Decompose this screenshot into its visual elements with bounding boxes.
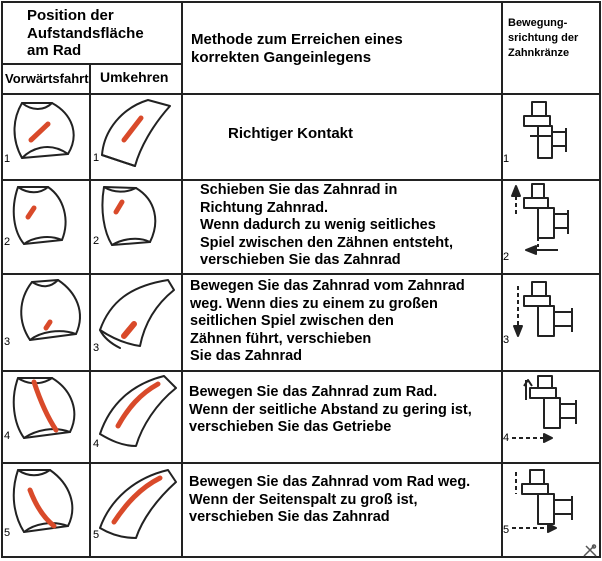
gear-diagram-row-5	[512, 470, 572, 532]
header-forward: Vorwärtsfahrt	[5, 71, 89, 86]
gear-diagram-row-3	[514, 282, 572, 336]
row-number: 1	[4, 153, 11, 165]
row-number: 3	[503, 334, 510, 346]
method-row-3: Bewegen Sie das Zahnrad vom Zahnrad weg. Wenn dies zu einem zu großen seitlichen Spiel zwischen den Zähnen führt, verschieben Sie das Zahnrad	[190, 278, 465, 364]
row-number: 2	[503, 251, 510, 263]
row-number: 4	[4, 430, 11, 442]
gear-diagram-row-2	[512, 184, 568, 254]
method-row-4: Bewegen Sie das Zahnrad zum Rad. Wenn der seitliche Abstand zu gering ist, verschieben Sie das Getriebe	[189, 384, 472, 435]
row-number: 5	[503, 524, 510, 536]
method-row-2: Schieben Sie das Zahnrad in Richtung Zahnrad. Wenn dadurch zu wenig seitliches Spiel zwischen den Zähnen entsteht, verschieben Sie das Zahnrad	[200, 182, 453, 268]
method-row-5: Bewegen Sie das Zahnrad vom Rad weg. Wenn der Seitenspalt zu groß ist, verschieben Sie das Zahnrad	[189, 474, 471, 525]
row-number: 2	[93, 235, 100, 247]
tools-icon	[582, 544, 598, 558]
row-number: 4	[503, 432, 510, 444]
row-number: 1	[93, 152, 100, 164]
row-number: 1	[503, 153, 510, 165]
row-number: 5	[4, 527, 11, 539]
method-row-1: Richtiger Kontakt	[228, 125, 354, 142]
header-method-title: Methode zum Erreichen eines korrekten Gangeinlegens	[191, 31, 403, 66]
header-direction-title: Bewegung- srichtung der Zahnkränze	[508, 17, 579, 59]
row-number: 5	[93, 529, 100, 541]
header-position-title: Position der Aufstandsfläche am Rad	[27, 7, 144, 59]
row-number: 4	[93, 438, 100, 450]
row-number: 3	[4, 336, 11, 348]
row-number: 2	[4, 236, 11, 248]
header-reverse: Umkehren	[100, 69, 169, 85]
gear-diagram-row-1	[524, 102, 566, 158]
gear-diagram-row-4	[512, 376, 576, 442]
row-number: 3	[93, 342, 100, 354]
